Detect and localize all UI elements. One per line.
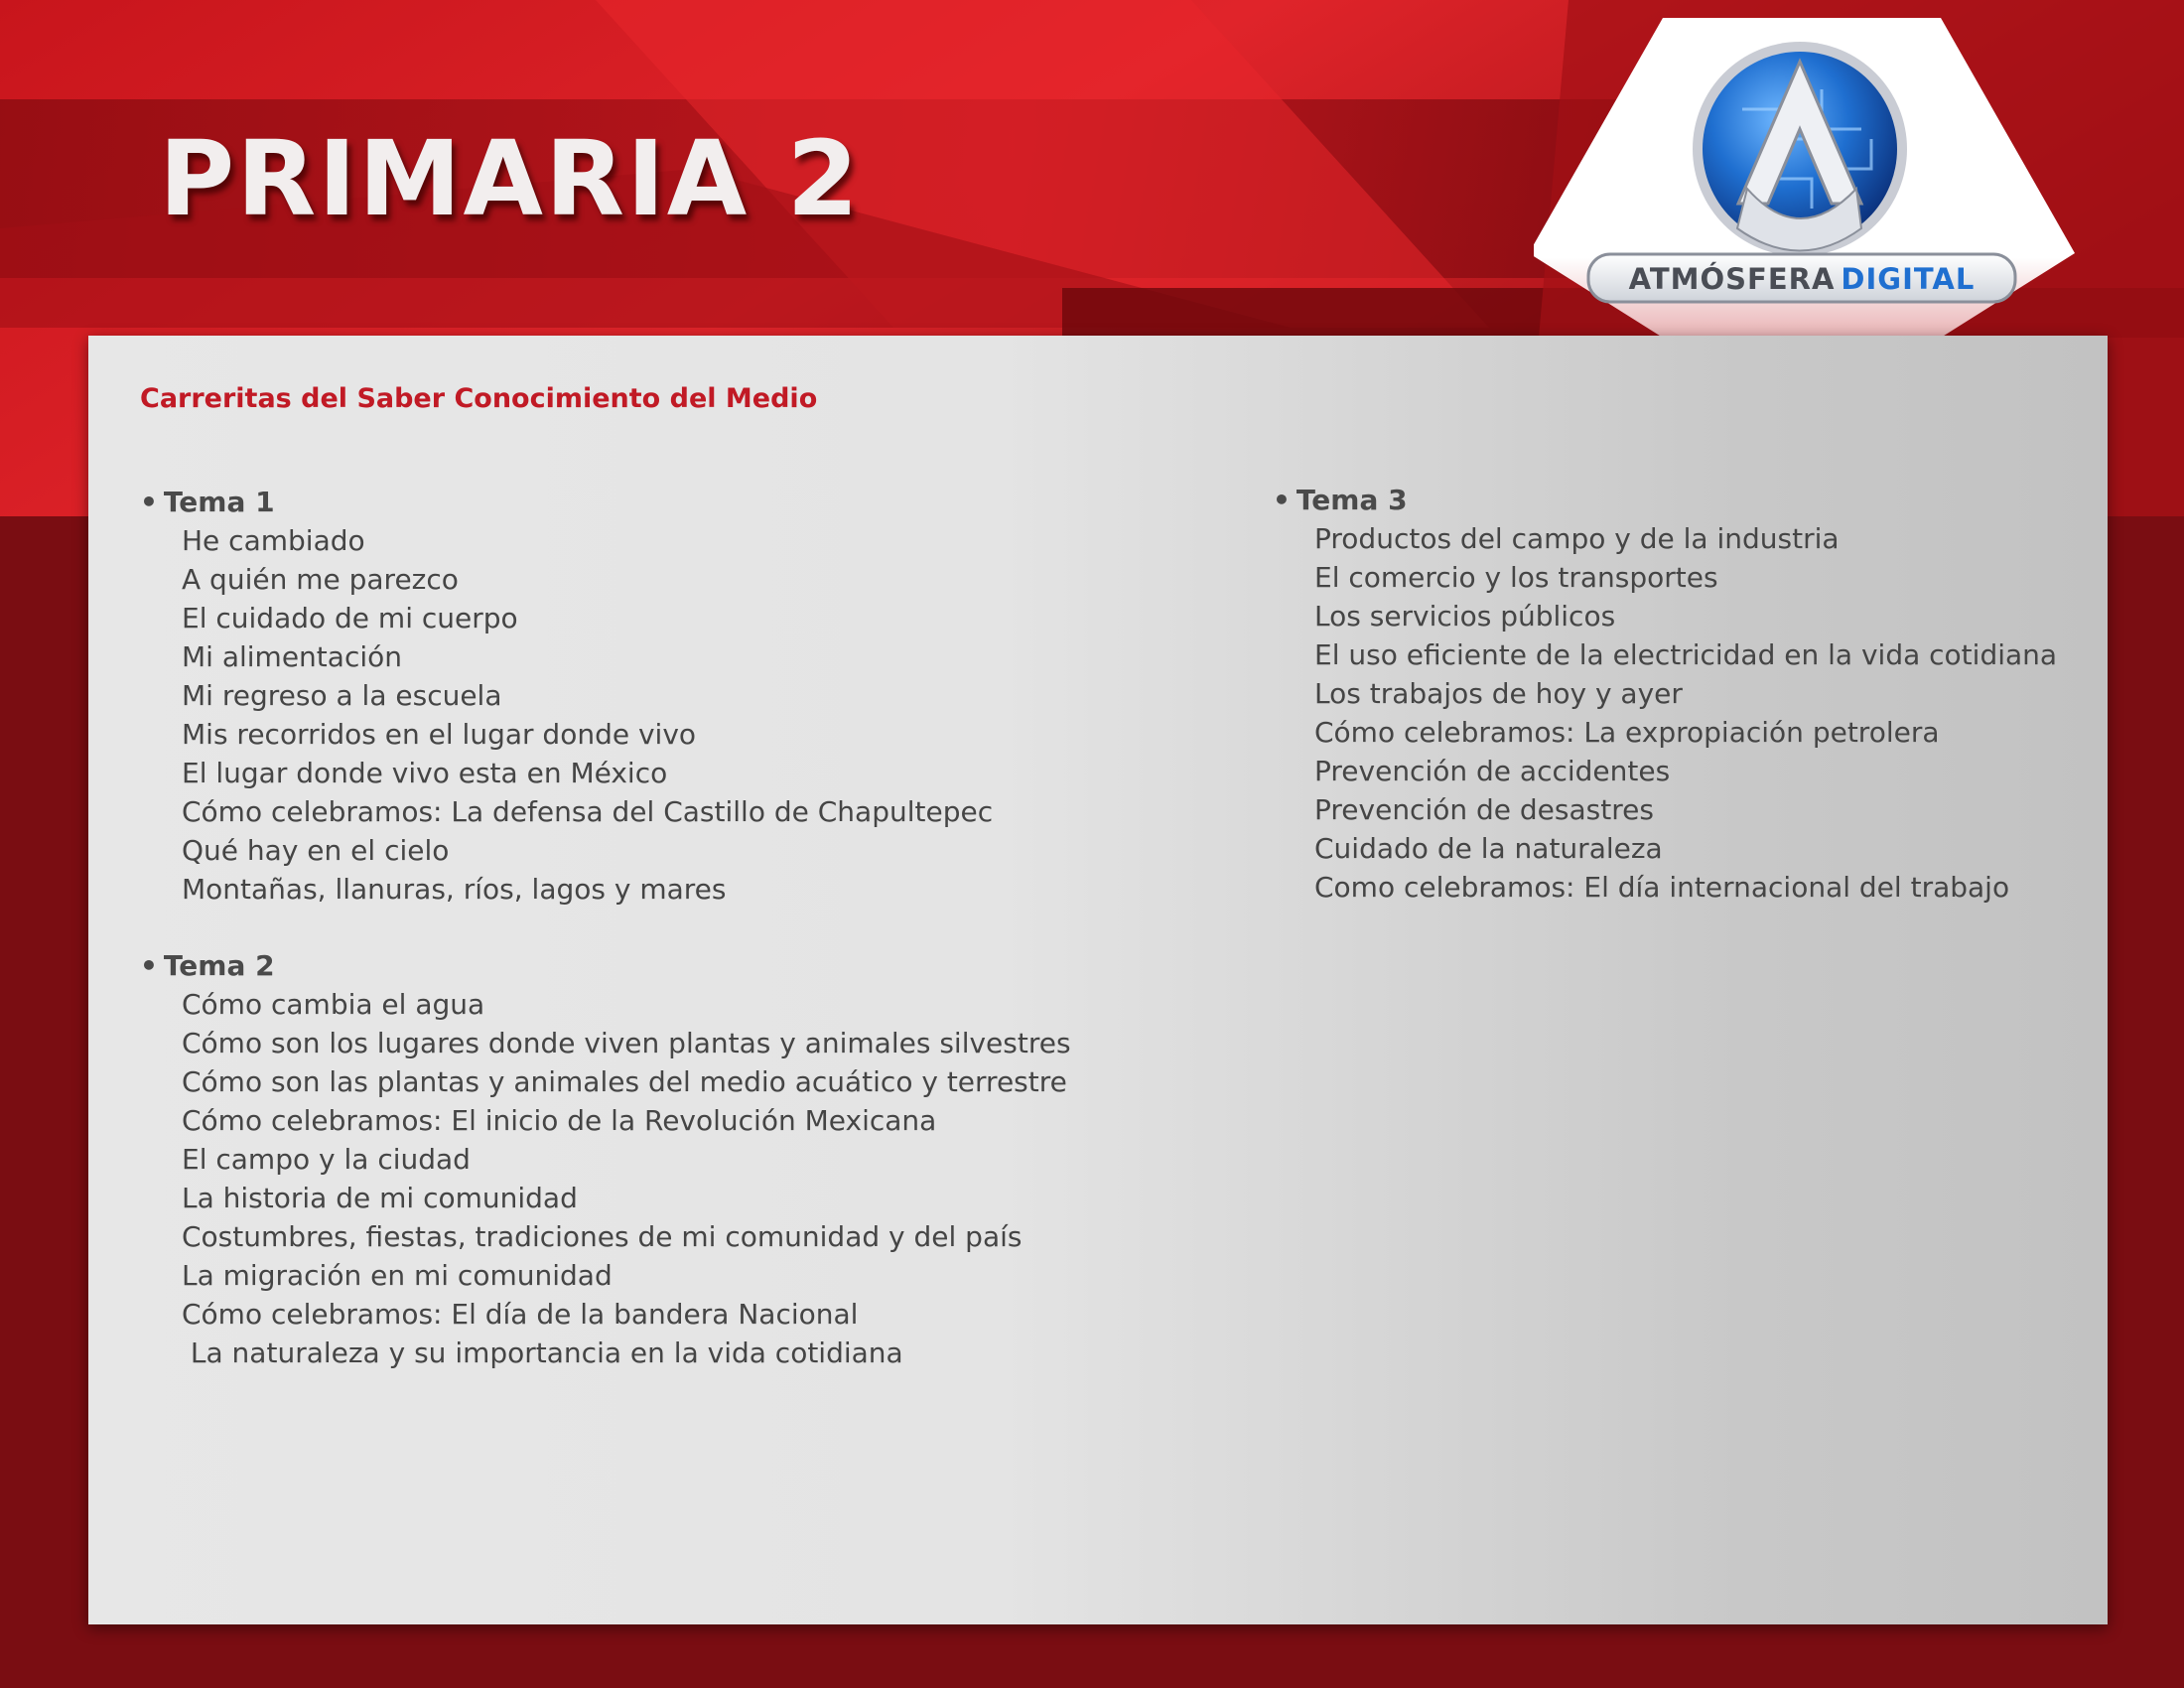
- topic-item: Costumbres, fiestas, tradiciones de mi comunidad y del país: [182, 1220, 1023, 1253]
- tema-label: Tema 2: [163, 949, 275, 982]
- tema-heading: [1273, 481, 2057, 519]
- svg-text:ATMÓSFERADIGITAL: [1629, 262, 1976, 296]
- right-column: [1273, 481, 2057, 944]
- bullet-icon: •: [140, 949, 158, 982]
- topic-item: He cambiado: [182, 524, 365, 557]
- page-title: PRIMARIA 2: [159, 118, 861, 239]
- topic-item: El lugar donde vivo esta en México: [182, 757, 668, 789]
- topic-item: El comercio y los transportes: [1314, 561, 1718, 594]
- topic-item: Como celebramos: El día internacional del trabajo: [1314, 871, 2010, 904]
- topic-item: Prevención de desastres: [1314, 793, 1654, 826]
- tema-label: Tema 3: [1296, 484, 1408, 516]
- topic-item: Cómo celebramos: El día de la bandera Nacional: [182, 1298, 859, 1331]
- tema-3: [1273, 481, 2057, 907]
- content-panel: [88, 336, 2108, 1624]
- left-column: [140, 483, 1071, 1410]
- topic-item: Cómo celebramos: La defensa del Castillo de Chapultepec: [182, 795, 994, 828]
- tema-2: [140, 946, 1071, 1372]
- topic-item: A quién me parezco: [182, 563, 459, 596]
- bullet-icon: •: [140, 486, 158, 518]
- topic-item: Cómo celebramos: El inicio de la Revolución Mexicana: [182, 1104, 937, 1137]
- topic-item: Mi regreso a la escuela: [182, 679, 502, 712]
- topic-item: Cómo son las plantas y animales del medio acuático y terrestre: [182, 1065, 1067, 1098]
- topic-item: Mis recorridos en el lugar donde vivo: [182, 718, 697, 751]
- topic-item: La historia de mi comunidad: [182, 1182, 578, 1214]
- topic-item: Prevención de accidentes: [1314, 755, 1671, 787]
- brand-name-part2: DIGITAL: [1841, 262, 1976, 296]
- topic-item: Cómo son los lugares donde viven plantas y animales silvestres: [182, 1027, 1071, 1059]
- tema-label: Tema 1: [163, 486, 275, 518]
- topic-item: Cuidado de la naturaleza: [1314, 832, 1663, 865]
- topic-item: Los trabajos de hoy y ayer: [1314, 677, 1683, 710]
- topic-item: Cómo celebramos: La expropiación petrolera: [1314, 716, 1940, 749]
- topic-item: La naturaleza y su importancia en la vida cotidiana: [182, 1336, 903, 1369]
- topic-item: Cómo cambia el agua: [182, 988, 485, 1021]
- tema-heading: [140, 946, 1071, 985]
- topic-item: El uso eficiente de la electricidad en la vida cotidiana: [1314, 638, 2058, 671]
- tema-heading: [140, 483, 1071, 521]
- topic-item: El cuidado de mi cuerpo: [182, 602, 518, 634]
- topic-item: Mi alimentación: [182, 640, 402, 673]
- topic-item: La migración en mi comunidad: [182, 1259, 613, 1292]
- tema-1: [140, 483, 1071, 909]
- topic-item: Qué hay en el cielo: [182, 834, 450, 867]
- bullet-icon: •: [1273, 484, 1291, 516]
- topic-item: Productos del campo y de la industria: [1314, 522, 1840, 555]
- topic-item: El campo y la ciudad: [182, 1143, 471, 1176]
- topic-item: Montañas, llanuras, ríos, lagos y mares: [182, 873, 727, 906]
- topic-item: Los servicios públicos: [1314, 600, 1616, 633]
- section-subtitle: Carreritas del Saber Conocimiento del Medio: [140, 383, 818, 414]
- brand-name-part1: ATMÓSFERA: [1628, 262, 1836, 296]
